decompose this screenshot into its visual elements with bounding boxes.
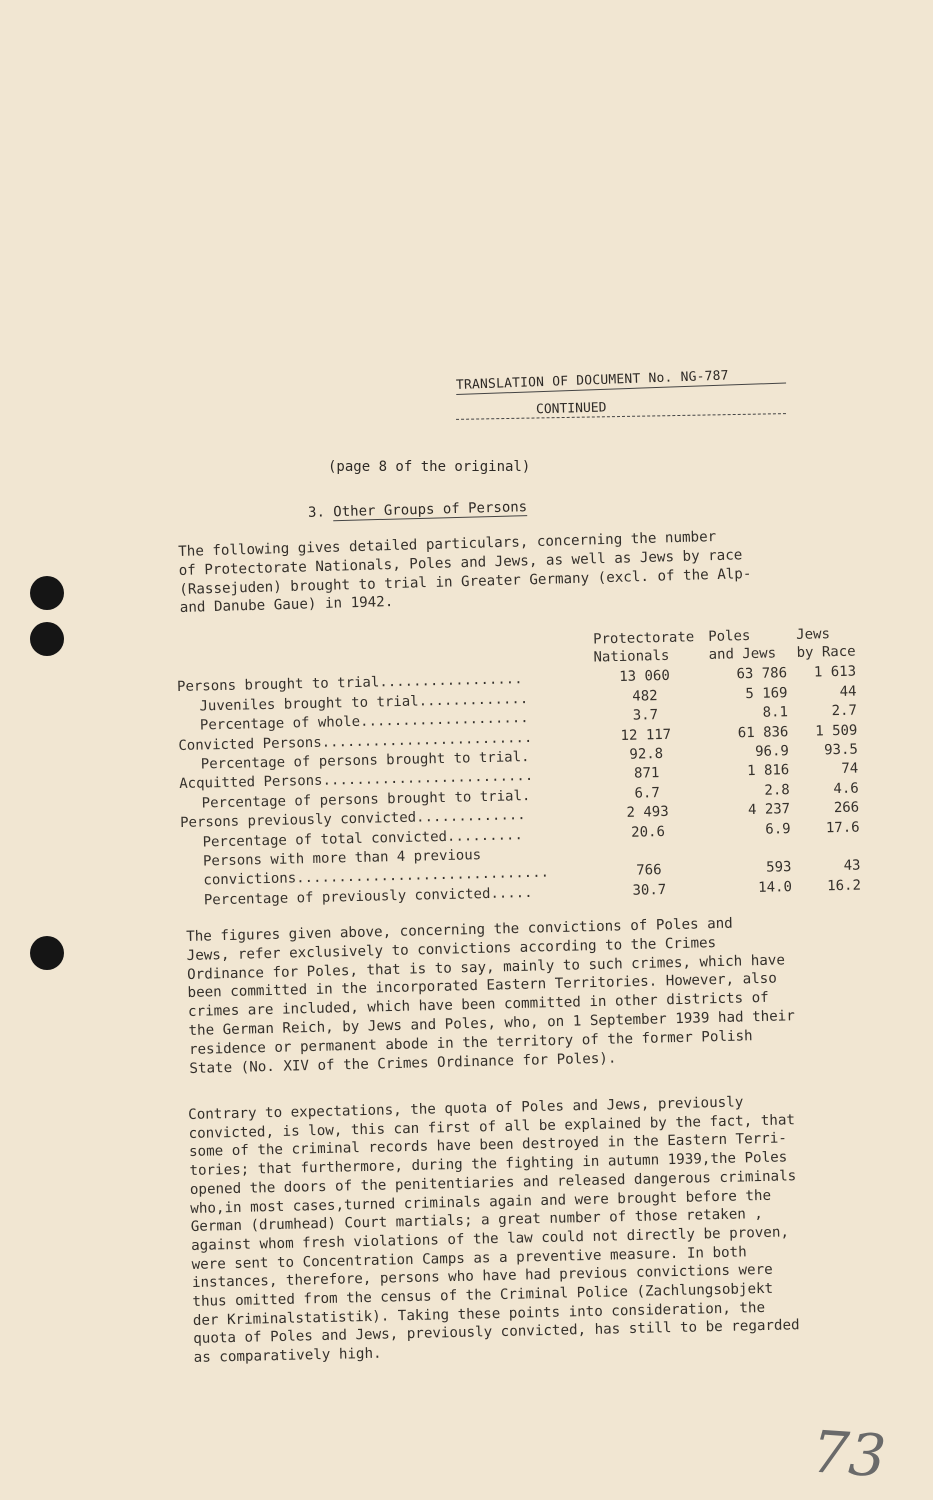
table-header-cell: Protectorate Nationals (592, 629, 695, 666)
row-label: Acquitted Persons......................... (179, 768, 534, 793)
row-label: Persons with more than 4 previous (202, 847, 482, 870)
row-value: 593 (766, 859, 792, 876)
row-value: 871 (633, 765, 660, 782)
row-label: Percentage of persons brought to trial. (200, 748, 530, 773)
analysis-paragraph: Contrary to expectations, the quota of Poles and Jews, previously convicted, is low, this can first of all be explained by the fact, that some of the criminal records have been destroyed in the Eastern Terri- tories; that furthermore, during the fighting in autumn 1939,the Poles opened the doors of the penitentiaries and released dangerous criminals who,in most cases,turned criminals again and were brought before the German (drumhead) Court martials; a great number of those retaken , against whom fresh violations of the law could not directly be proven, were sent to Concentration Camps as a preventive measure. In both instances, therefore, persons who have had previous convictions were thus omitted from the census of the Criminal Police (Zachlungsobjekt der Kriminalstatistik). Taking these points into consideration, the quota of Poles and Jews, previously convicted, has still to be regarded as comparatively high. (188, 1094, 800, 1367)
statistics-table (176, 625, 861, 909)
handwritten-page-number: 73 (809, 1417, 889, 1491)
section-number: 3. (307, 504, 326, 521)
row-label: Persons brought to trial................. (176, 671, 523, 696)
explanation-paragraph: The figures given above, concerning the convictions of Poles and Jews, refer exclusively to convictions according to the Crimes Ordinance for Poles, that is to say, mainly to such crimes, which have been committed in the incorporated Eastern Territories. However, also crimes are included, which have been committed in other districts of the German Reich, by Jews and Poles, who, on 1 September 1939 had their residence or permanent abode in the territory of the former Polish State (No. XIV of the Crimes Ordinance for Poles). (186, 915, 795, 1077)
row-value: 92.8 (629, 745, 664, 763)
row-value: 43 (843, 857, 861, 875)
table-header-cell: Jews by Race (796, 626, 856, 661)
section-title: Other Groups of Persons (333, 499, 528, 521)
row-value: 63 786 (736, 665, 788, 683)
row-value: 20.6 (631, 823, 666, 841)
row-value (795, 835, 860, 856)
header-subtitle: CONTINUED (535, 400, 607, 418)
punch-hole (30, 622, 64, 656)
row-value: 16.2 (827, 877, 862, 894)
row-value: 1 613 (813, 663, 857, 681)
punch-hole (30, 576, 64, 610)
table-header-cell: Poles and Jews (708, 627, 777, 663)
row-value (598, 839, 700, 861)
row-value: 14.0 (758, 878, 793, 896)
row-value: 2.8 (764, 781, 790, 799)
row-value: 2 493 (626, 803, 669, 821)
row-value: 13 060 (619, 668, 670, 686)
row-value: 1 816 (746, 762, 790, 780)
header-title: TRANSLATION OF DOCUMENT No. NG-787 (456, 366, 786, 395)
row-value: 96.9 (754, 743, 790, 760)
row-label: Convicted Persons......................... (178, 729, 533, 754)
row-value: 5 169 (745, 684, 788, 702)
row-value: 30.7 (632, 881, 667, 899)
row-value: 3.7 (632, 707, 659, 724)
row-value: 4.6 (833, 780, 859, 797)
document-header (455, 368, 786, 418)
punch-hole (30, 936, 64, 970)
row-value: 766 (636, 862, 662, 879)
row-label: Percentage of whole.................... (199, 710, 529, 734)
row-label: Percentage of total convicted......... (202, 826, 523, 850)
row-value: 17.6 (825, 819, 860, 836)
row-value: 2.7 (831, 702, 858, 720)
row-value: 93.5 (823, 741, 859, 759)
row-label: convictions.............................. (203, 864, 550, 889)
row-label: Percentage of persons brought to trial. (201, 787, 531, 812)
row-value: 8.1 (762, 704, 789, 721)
row-value: 482 (632, 687, 658, 705)
section-heading (308, 499, 528, 521)
row-value (699, 837, 795, 859)
row-label: Percentage of previously convicted..... (203, 884, 533, 909)
row-value: 1 509 (815, 722, 858, 740)
page-reference: (page 8 of the original) (328, 459, 531, 475)
row-label: Juveniles brought to trial............. (199, 690, 529, 715)
row-value: 266 (833, 799, 860, 817)
row-value: 12 117 (620, 726, 672, 744)
row-value: 44 (839, 683, 857, 700)
row-value: 6.7 (634, 784, 660, 802)
row-value: 61 836 (737, 723, 789, 741)
row-label: Persons previously convicted............. (179, 807, 526, 832)
intro-paragraph: The following gives detailed particulars, concerning the number of Protectorate Nationals, Poles and Jews, as well as Jews by race (Rassejuden) brought to trial in Greater Germany (excl. of the Alp- and Danube Gaue) in 1942. (178, 528, 752, 617)
row-value: 6.9 (765, 820, 791, 838)
row-value: 74 (841, 760, 859, 778)
row-value: 4 237 (747, 801, 791, 819)
